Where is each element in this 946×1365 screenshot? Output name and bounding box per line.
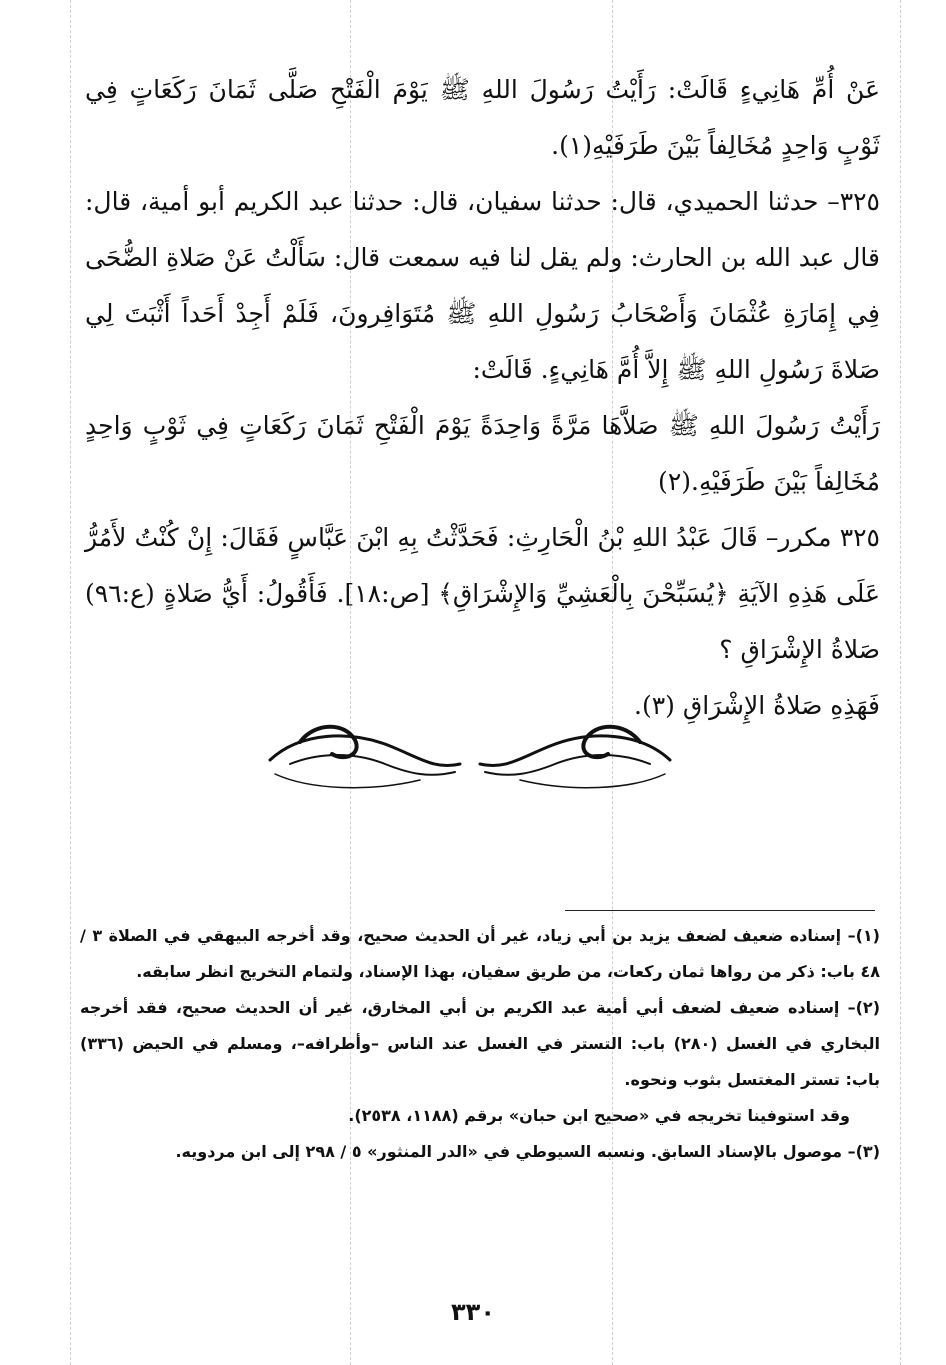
main-text xyxy=(85,62,880,734)
paragraph-closing: فَهَذِهِ صَلاةُ الإِشْرَاقِ (٣). xyxy=(634,691,880,720)
paragraph-hadith-325-repeat: ٣٢٥ مكرر– قَالَ عَبْدُ اللهِ بْنُ الْحَارِثِ: فَحَدَّثْتُ بِهِ ابْنَ عَبَّاسٍ فَقَالَ: إِنْ كُنْتُ لأَمُرُّ عَلَى هَذِهِ الآيَةِ ﴿يُسَبِّحْنَ بِالْعَشِيِّ وَالإِشْرَاقِ﴾ [ص:١٨]. فَأَقُولُ: أَيُّ صَلاةٍ (ع:٩٦) صَلاةُ الإِشْرَاقِ ؟ xyxy=(85,523,880,664)
footnote-1: (١)– إسناده ضعيف لضعف يزيد بن أبي زياد، غير أن الحديث صحيح، وقد أخرجه البيهقي في الصلاة ٣ / ٤٨ باب: ذكر من رواها ثمان ركعات، من طريق سفيان، بهذا الإسناد، ولتمام التخريج انظر سابقه. xyxy=(80,926,880,981)
guide-line xyxy=(70,0,71,1365)
footnote-2: (٢)– إسناده ضعيف لضعف أبي أمية عبد الكريم بن أبي المخارق، غير أن الحديث صحيح، فقد أخرجه البخاري في الغسل (٢٨٠) باب: التستر في الغسل عند الناس –وأطرافه–، ومسلم في الحيض (٣٣٦) باب: تستر المغتسل بثوب ونحوه. xyxy=(80,998,880,1089)
paragraph-hadith-325-quote: رَأَيْتُ رَسُولَ اللهِ ﷺ صَلاَّهَا مَرَّةً وَاحِدَةً يَوْمَ الْفَتْحِ ثَمَانَ رَكَعَاتٍ فِي ثَوْبٍ وَاحِدٍ مُخَالِفاً بَيْنَ طَرَفَيْهِ.(٢) xyxy=(85,411,880,496)
ornament-divider-icon xyxy=(260,712,680,802)
paragraph-hadith-325: ٣٢٥– حدثنا الحميدي، قال: حدثنا سفيان، قال: حدثنا عبد الكريم أبو أمية، قال: قال عبد الله بن الحارث: ولم يقل لنا فيه سمعت قال: سَأَلْتُ عَنْ صَلاةِ الضُّحَى فِي إِمَارَةِ عُثْمَانَ وَأَصْحَابُ رَسُولِ اللهِ ﷺ مُتَوَافِرونَ، فَلَمْ أَجِدْ أَحَداً أَثْبَتَ لِي صَلاةَ رَسُولِ اللهِ ﷺ إِلاَّ أُمَّ هَانِيءٍ. قَالَتْ: xyxy=(85,187,880,384)
footnotes xyxy=(80,918,880,1170)
guide-line xyxy=(900,0,901,1365)
page-number: ٣٣٠ xyxy=(451,1298,495,1326)
paragraph-hadith-324-end: عَنْ أُمِّ هَانِيءٍ قَالَتْ: رَأَيْتُ رَسُولَ اللهِ ﷺ يَوْمَ الْفَتْحِ صَلَّى ثَمَانَ رَكَعَاتٍ فِي ثَوْبٍ وَاحِدٍ مُخَالِفاً بَيْنَ طَرَفَيْهِ(١). xyxy=(85,75,880,160)
footnote-2-continued: وقد استوفينا تخريجه في «صحيح ابن حبان» برقم (١١٨٨، ٢٥٣٨). xyxy=(348,1106,850,1125)
footnote-3: (٣)– موصول بالإسناد السابق. ونسبه السيوطي في «الدر المنثور» ٥ / ٢٩٨ إلى ابن مردويه. xyxy=(175,1142,880,1161)
footnote-separator xyxy=(565,910,875,911)
